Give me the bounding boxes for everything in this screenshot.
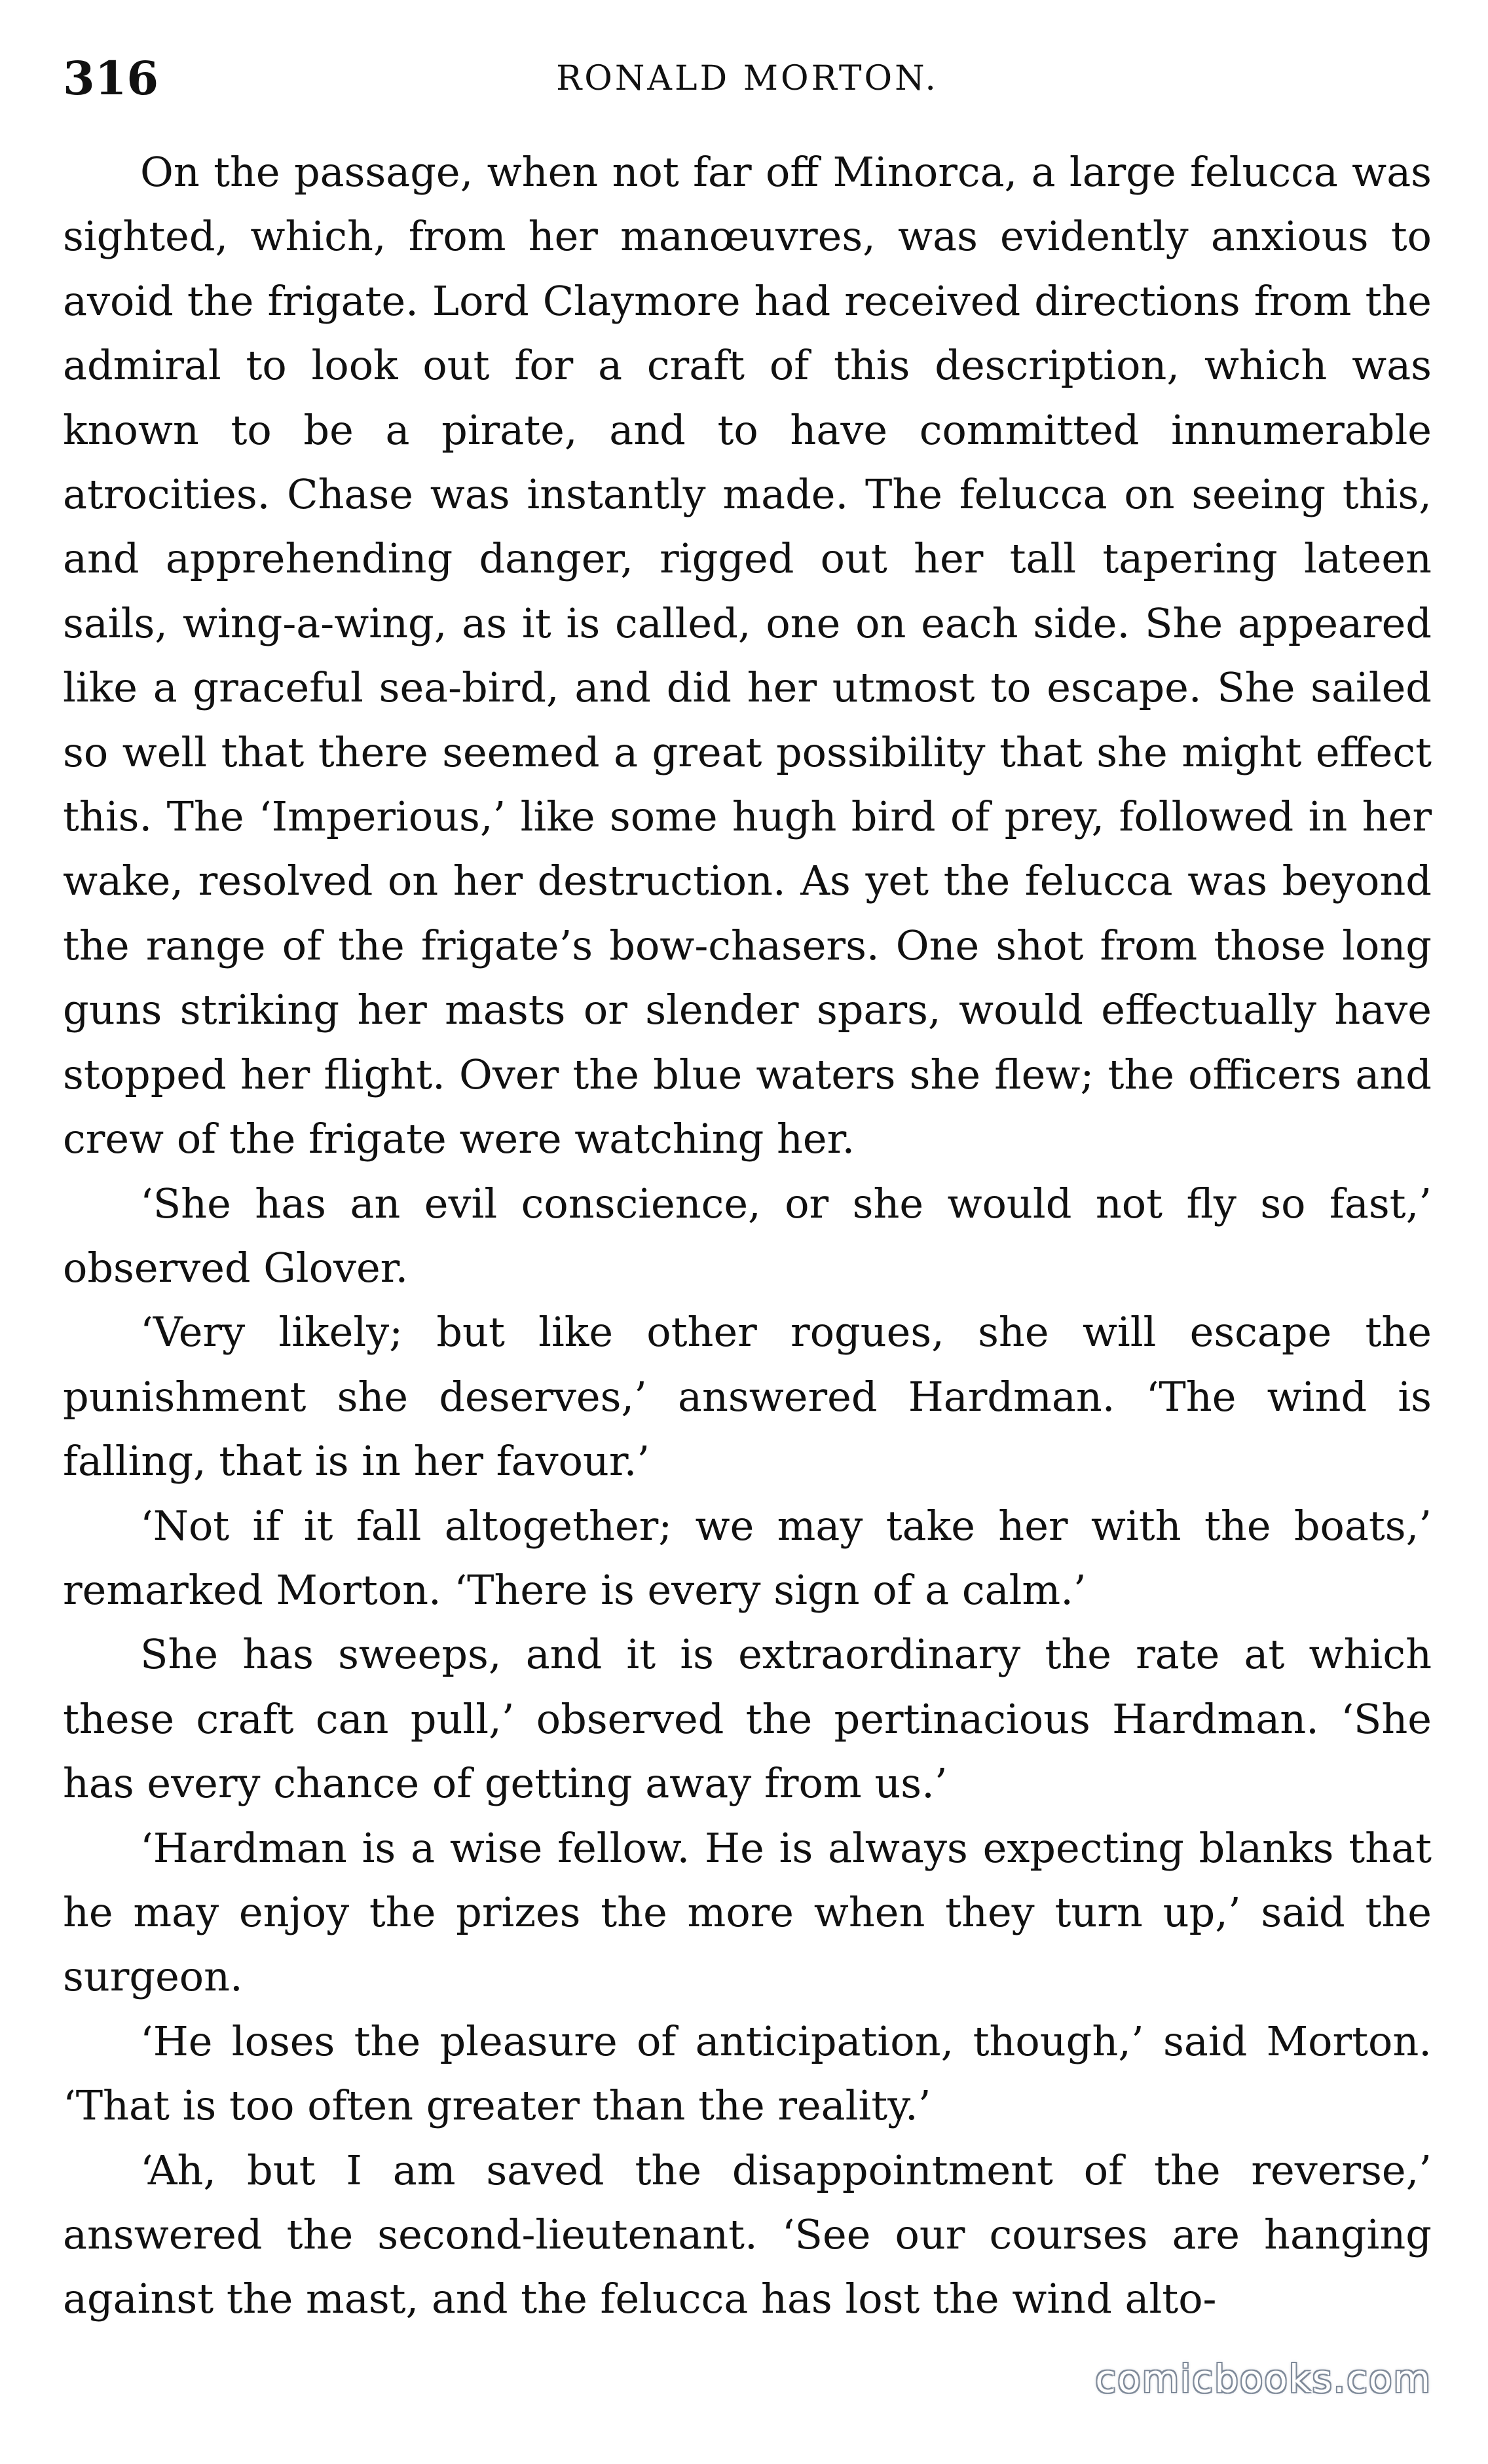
body-text — [63, 140, 1432, 2332]
watermark: comicbooks.com — [1095, 2357, 1432, 2401]
paragraph: ‘Hardman is a wise fellow. He is always expecting blanks that he may enjoy the prizes the more when they turn up,’ said the surgeon. — [63, 1823, 1432, 2001]
paragraph: She has sweeps, and it is extraordinary the rate at which these craft can pull,’ observed the pertinacious Hardman. ‘She has every chance of getting away from us.’ — [63, 1630, 1432, 1808]
paragraph: ‘Ah, but I am saved the disappointment of the reverse,’ answered the second-lieutenant. ‘See our courses are hanging against the mast, and the felucca has lost the wind alto- — [63, 2146, 1432, 2323]
page-header — [63, 46, 1432, 124]
paragraph: ‘Very likely; but like other rogues, she will escape the punishment she deserves,’ answered Hardman. ‘The wind is falling, that is in her favour.’ — [63, 1308, 1432, 1485]
page-number: 316 — [63, 51, 159, 105]
running-title: RONALD MORTON. — [556, 59, 939, 98]
paragraph: ‘He loses the pleasure of anticipation, though,’ said Morton. ‘That is too often greater than the reality.’ — [63, 2017, 1432, 2130]
paragraph: ‘She has an evil conscience, or she would not fly so fast,’ observed Glover. — [63, 1179, 1432, 1292]
paragraph: ‘Not if it fall altogether; we may take her with the boats,’ remarked Morton. ‘There is every sign of a calm.’ — [63, 1501, 1432, 1614]
paragraph: On the passage, when not far off Minorca, a large felucca was sighted, which, from her manœuvres, was evidently anxious to avoid the frigate. Lord Claymore had received directions from the admiral to look out for a craft of this description, which was known to be a pirate, and to have committed innumerable atrocities. Chase was instantly made. The felucca on seeing this, and apprehending danger, rigged out her tall tapering lateen sails, wing-a-wing, as it is called, one on each side. She appeared like a graceful sea-bird, and did her utmost to escape. She sailed so well that there seemed a great possibility that she might effect this. The ‘Imperious,’ like some hugh bird of prey, followed in her wake, resolved on her destruction. As yet the felucca was beyond the range of the frigate’s bow-chasers. One shot from those long guns striking her masts or slender spars, would effectually have stopped her flight. Over the blue waters she flew; the officers and crew of the frigate were watching her. — [63, 148, 1432, 1163]
